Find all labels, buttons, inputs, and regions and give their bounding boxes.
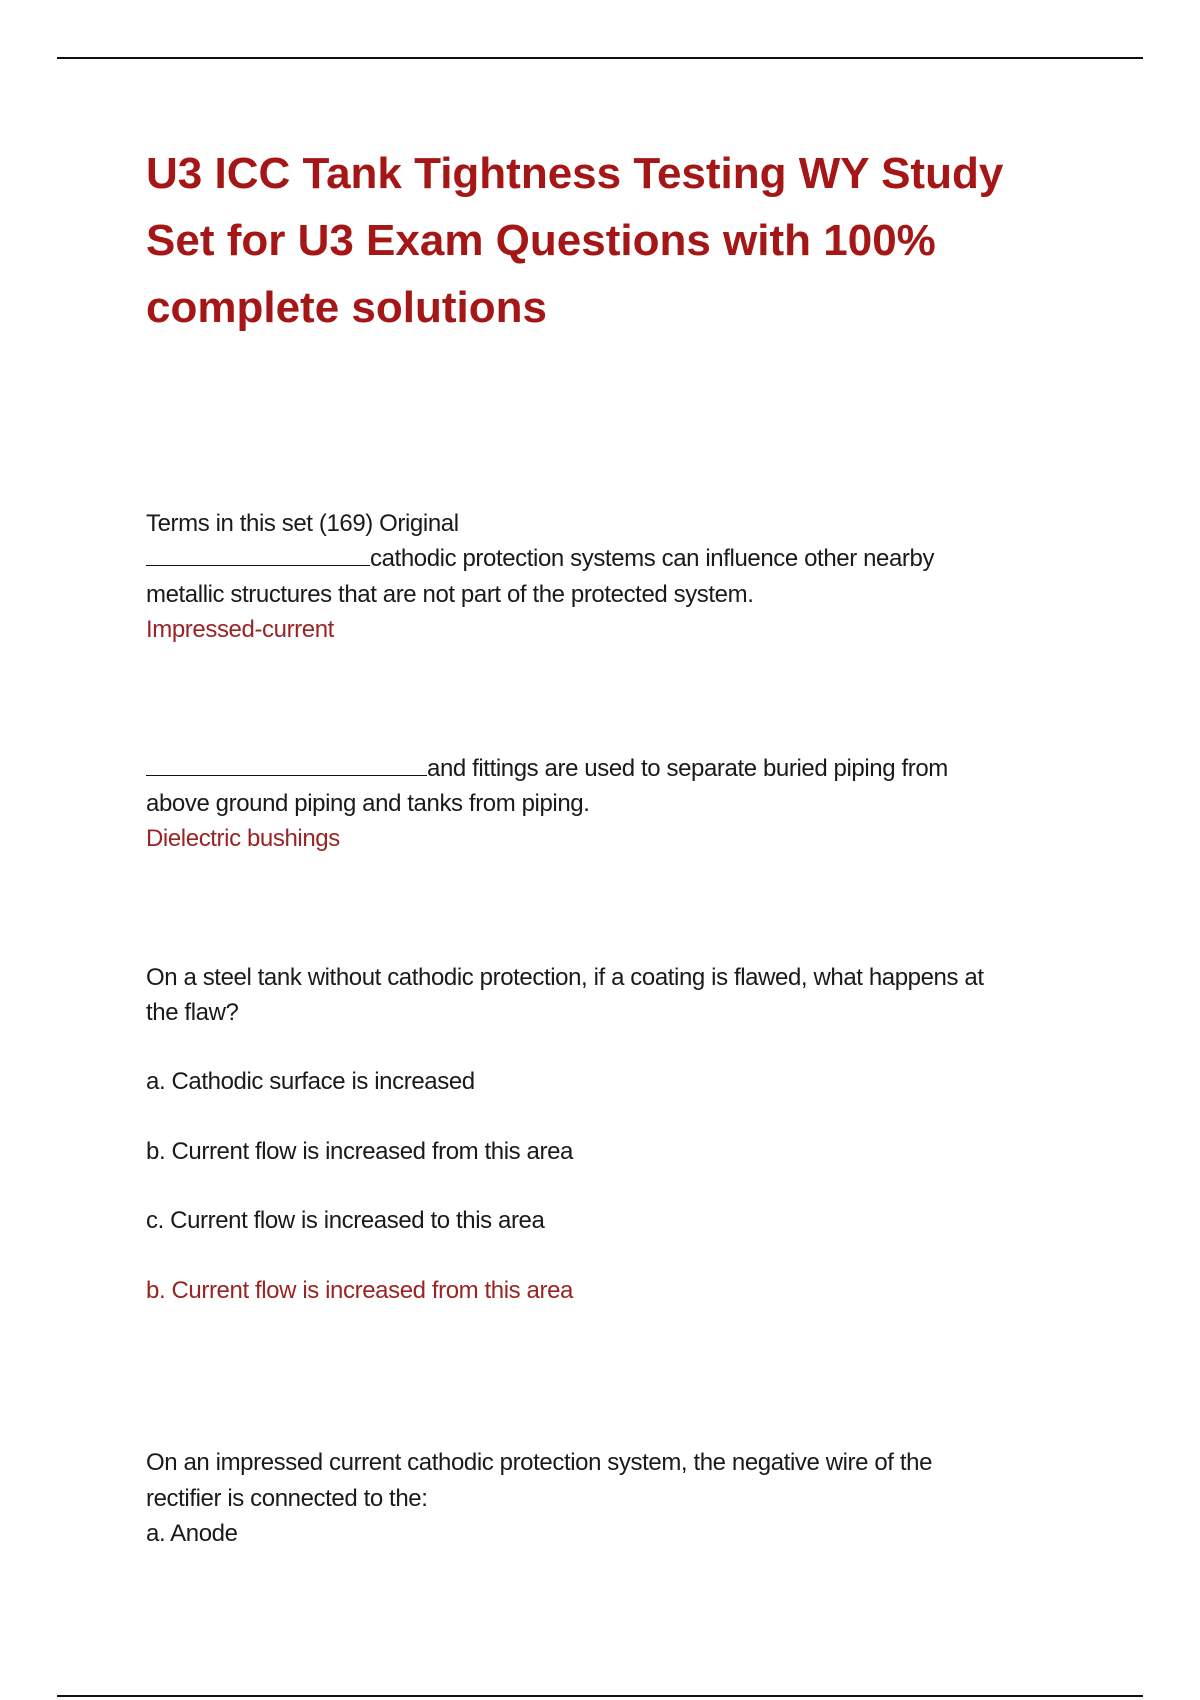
question-1-line-2: metallic structures that are not part of the protected system. — [146, 581, 754, 608]
question-3-option-a: a. Cathodic surface is increased — [146, 1068, 475, 1095]
question-3-option-b: b. Current flow is increased from this area — [146, 1138, 573, 1165]
fill-in-blank — [146, 543, 370, 566]
question-2-text: and fittings are used to separate buried piping from — [427, 755, 948, 782]
question-3-line-1: On a steel tank without cathodic protection, if a coating is flawed, what happens at — [146, 964, 984, 991]
question-1-text: cathodic protection systems can influence other nearby — [370, 545, 935, 572]
bottom-rule — [57, 1695, 1143, 1697]
question-1-line-1 — [146, 541, 1086, 576]
answer-2: Dielectric bushings — [146, 825, 340, 852]
document-title: U3 ICC Tank Tightness Testing WY Study Set for U3 Exam Questions with 100% complete solutions — [146, 149, 1004, 332]
fill-in-blank — [146, 753, 427, 776]
question-4-line-1: On an impressed current cathodic protection system, the negative wire of the — [146, 1449, 933, 1476]
answer-1: Impressed-current — [146, 616, 334, 643]
answer-3: b. Current flow is increased from this area — [146, 1277, 573, 1304]
question-3-line-2: the flaw? — [146, 999, 239, 1026]
question-2-line-2: above ground piping and tanks from piping. — [146, 790, 590, 817]
set-info: Terms in this set (169) Original — [146, 510, 459, 537]
question-4-option-a: a. Anode — [146, 1520, 238, 1547]
question-3-option-c: c. Current flow is increased to this area — [146, 1207, 545, 1234]
question-2-line-1 — [146, 751, 1086, 786]
question-4-line-2: rectifier is connected to the: — [146, 1485, 428, 1512]
top-rule — [57, 57, 1143, 59]
